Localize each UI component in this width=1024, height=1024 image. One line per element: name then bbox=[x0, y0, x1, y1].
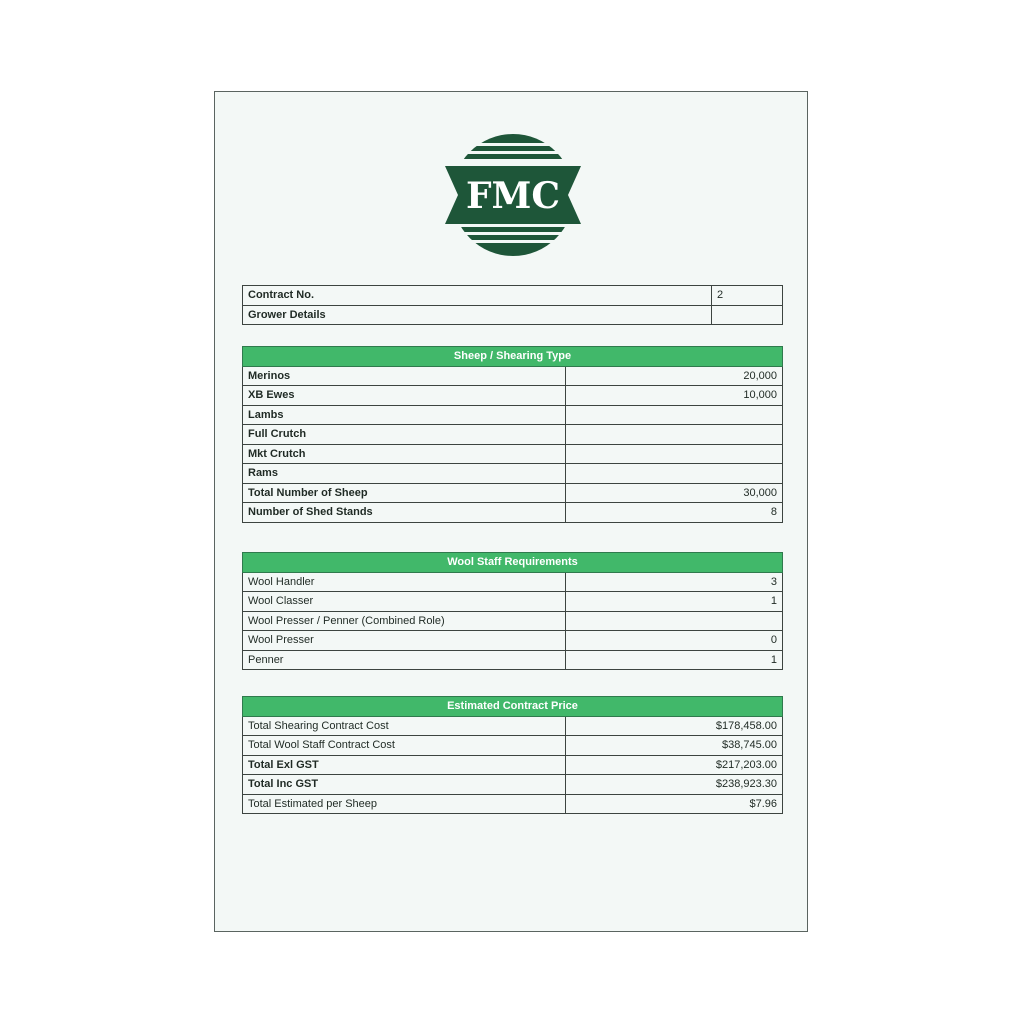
table-row bbox=[243, 716, 783, 736]
row-value bbox=[566, 611, 783, 631]
row-value bbox=[566, 405, 783, 425]
row-label: Number of Shed Stands bbox=[243, 503, 566, 523]
table-row bbox=[243, 736, 783, 756]
row-value: 1 bbox=[566, 650, 783, 670]
price-table-title: Estimated Contract Price bbox=[243, 697, 783, 717]
table-row bbox=[243, 464, 783, 484]
row-label: Lambs bbox=[243, 405, 566, 425]
fmc-logo bbox=[445, 134, 581, 256]
sheep-table-title: Sheep / Shearing Type bbox=[243, 347, 783, 367]
row-label: XB Ewes bbox=[243, 386, 566, 406]
row-label: Total Exl GST bbox=[243, 755, 566, 775]
row-value bbox=[566, 425, 783, 445]
row-value: $178,458.00 bbox=[566, 716, 783, 736]
row-label: Mkt Crutch bbox=[243, 444, 566, 464]
contract-no-value: 2 bbox=[712, 286, 783, 306]
sheep-shearing-table bbox=[242, 346, 783, 523]
row-value: 10,000 bbox=[566, 386, 783, 406]
table-row bbox=[243, 755, 783, 775]
table-row bbox=[243, 386, 783, 406]
row-label: Wool Handler bbox=[243, 572, 566, 592]
row-label: Merinos bbox=[243, 366, 566, 386]
table-row bbox=[243, 405, 783, 425]
row-label: Total Inc GST bbox=[243, 775, 566, 795]
contract-table bbox=[242, 285, 783, 325]
wool-staff-table bbox=[242, 552, 783, 670]
table-row bbox=[243, 425, 783, 445]
table-row bbox=[243, 631, 783, 651]
row-value: 20,000 bbox=[566, 366, 783, 386]
row-value bbox=[566, 444, 783, 464]
table-row bbox=[243, 286, 783, 306]
row-label: Wool Classer bbox=[243, 592, 566, 612]
table-row bbox=[243, 794, 783, 814]
row-value: $38,745.00 bbox=[566, 736, 783, 756]
row-label: Total Number of Sheep bbox=[243, 483, 566, 503]
table-row bbox=[243, 444, 783, 464]
svg-text:FMC: FMC bbox=[465, 175, 561, 217]
contract-no-label: Contract No. bbox=[243, 286, 712, 306]
table-row bbox=[243, 483, 783, 503]
row-value: 1 bbox=[566, 592, 783, 612]
row-label: Rams bbox=[243, 464, 566, 484]
grower-details-label: Grower Details bbox=[243, 305, 712, 325]
row-value: $217,203.00 bbox=[566, 755, 783, 775]
row-label: Wool Presser bbox=[243, 631, 566, 651]
contract-price-table bbox=[242, 696, 783, 814]
table-row bbox=[243, 775, 783, 795]
table-row bbox=[243, 572, 783, 592]
table-row bbox=[243, 366, 783, 386]
grower-details-value bbox=[712, 305, 783, 325]
row-value bbox=[566, 464, 783, 484]
row-label: Wool Presser / Penner (Combined Role) bbox=[243, 611, 566, 631]
table-row bbox=[243, 650, 783, 670]
row-label: Penner bbox=[243, 650, 566, 670]
row-value: 30,000 bbox=[566, 483, 783, 503]
table-row bbox=[243, 611, 783, 631]
row-value: $7.96 bbox=[566, 794, 783, 814]
row-value: 8 bbox=[566, 503, 783, 523]
row-label: Total Estimated per Sheep bbox=[243, 794, 566, 814]
table-row bbox=[243, 503, 783, 523]
table-row bbox=[243, 305, 783, 325]
staff-table-title: Wool Staff Requirements bbox=[243, 553, 783, 573]
row-label: Total Wool Staff Contract Cost bbox=[243, 736, 566, 756]
row-label: Total Shearing Contract Cost bbox=[243, 716, 566, 736]
row-value: 3 bbox=[566, 572, 783, 592]
row-value: 0 bbox=[566, 631, 783, 651]
row-label: Full Crutch bbox=[243, 425, 566, 445]
contract-page bbox=[214, 91, 808, 932]
table-row bbox=[243, 592, 783, 612]
row-value: $238,923.30 bbox=[566, 775, 783, 795]
